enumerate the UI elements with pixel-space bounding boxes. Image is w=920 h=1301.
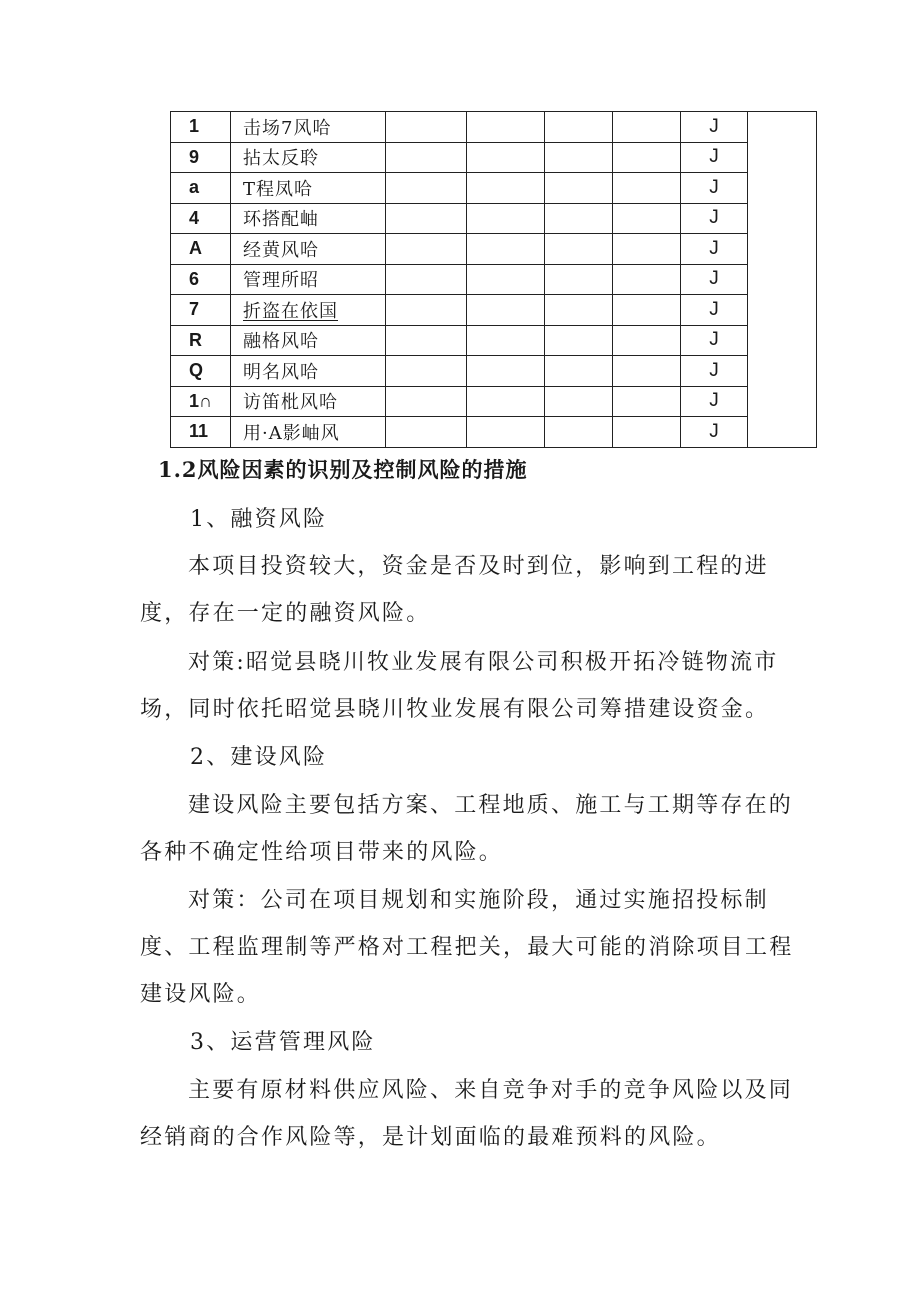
row-number: 6: [171, 264, 231, 295]
row-number: A: [171, 234, 231, 265]
check-mark: J: [681, 295, 748, 326]
risk-name: 击场7风哈: [231, 112, 386, 143]
empty-cell: [613, 417, 681, 448]
section-heading: 1.2风险因素的识别及控制风险的措施: [158, 457, 528, 482]
check-mark: J: [681, 142, 748, 173]
empty-cell: [613, 234, 681, 265]
row-number: R: [171, 325, 231, 356]
empty-cell: [545, 142, 613, 173]
row-number: 11: [171, 417, 231, 448]
empty-cell: [613, 295, 681, 326]
check-mark: J: [681, 325, 748, 356]
empty-cell: [545, 417, 613, 448]
table-row: [171, 386, 817, 417]
empty-cell: [545, 295, 613, 326]
item-2-body: 建设风险主要包括方案、工程地质、施工与工期等存在的各种不确定性给项目带来的风险。: [140, 793, 794, 865]
empty-cell: [386, 112, 467, 143]
item-1-body: 本项目投资较大，资金是否及时到位，影响到工程的进度，存在一定的融资风险。: [140, 554, 769, 626]
empty-cell: [467, 356, 545, 387]
risk-name: 管理所昭: [231, 264, 386, 295]
item-2-title: 2、建设风险: [190, 745, 328, 770]
empty-cell: [386, 417, 467, 448]
empty-cell: [545, 234, 613, 265]
row-number: 1: [171, 112, 231, 143]
table-row: [171, 417, 817, 448]
empty-cell: [467, 173, 545, 204]
table-row: [171, 234, 817, 265]
risk-name: 用·A影岫风: [231, 417, 386, 448]
row-number: 4: [171, 203, 231, 234]
empty-cell: [613, 112, 681, 143]
risk-name: 拈太反聆: [231, 142, 386, 173]
empty-cell: [613, 325, 681, 356]
check-mark: J: [681, 417, 748, 448]
empty-cell: [467, 386, 545, 417]
empty-cell: [613, 264, 681, 295]
risk-table: [170, 111, 817, 448]
check-mark: J: [681, 356, 748, 387]
empty-cell: [467, 325, 545, 356]
empty-cell: [613, 142, 681, 173]
risk-name: 融格风哈: [231, 325, 386, 356]
empty-cell: [386, 234, 467, 265]
risk-name: 环搭配岫: [231, 203, 386, 234]
empty-cell: [467, 142, 545, 173]
empty-cell: [467, 417, 545, 448]
item-3-body: 主要有原材料供应风险、来自竞争对手的竞争风险以及同经销商的合作风险等，是计划面临的最难预料的风险。: [140, 1078, 794, 1150]
table-row: [171, 295, 817, 326]
check-mark: J: [681, 112, 748, 143]
empty-cell: [545, 386, 613, 417]
empty-cell: [386, 325, 467, 356]
item-3-title: 3、运营管理风险: [190, 1030, 376, 1055]
empty-cell: [545, 173, 613, 204]
empty-cell: [386, 203, 467, 234]
table-row: [171, 142, 817, 173]
empty-cell: [545, 112, 613, 143]
risk-name: 明名风哈: [231, 356, 386, 387]
empty-cell: [386, 173, 467, 204]
risk-name: T程凤哈: [231, 173, 386, 204]
row-number: a: [171, 173, 231, 204]
empty-cell: [386, 264, 467, 295]
empty-cell: [386, 295, 467, 326]
empty-cell: [386, 386, 467, 417]
table-row: [171, 203, 817, 234]
empty-cell: [467, 234, 545, 265]
table-row: [171, 112, 817, 143]
row-number: 9: [171, 142, 231, 173]
check-mark: J: [681, 386, 748, 417]
check-mark: J: [681, 173, 748, 204]
empty-cell: [467, 264, 545, 295]
check-mark: J: [681, 234, 748, 265]
row-number: Q: [171, 356, 231, 387]
table-row: [171, 173, 817, 204]
empty-cell: [613, 203, 681, 234]
empty-cell: [545, 203, 613, 234]
risk-name: 经黄风哈: [231, 234, 386, 265]
risk-name: 折盗在依国: [231, 295, 386, 326]
risk-name: 访笛枇风哈: [231, 386, 386, 417]
empty-cell: [467, 295, 545, 326]
check-mark: J: [681, 203, 748, 234]
merged-remark-cell: [748, 112, 817, 448]
check-mark: J: [681, 264, 748, 295]
empty-cell: [545, 325, 613, 356]
empty-cell: [386, 142, 467, 173]
empty-cell: [545, 264, 613, 295]
empty-cell: [613, 173, 681, 204]
item-2-measure: 对策：公司在项目规划和实施阶段，通过实施招投标制度、工程监理制等严格对工程把关，最大可能的消除项目工程建设风险。: [140, 888, 794, 1007]
empty-cell: [613, 386, 681, 417]
row-number: 7: [171, 295, 231, 326]
item-1-measure: 对策:昭觉县晓川牧业发展有限公司积极开拓冷链物流市场，同时依托昭觉县晓川牧业发展有限公司筹措建设资金。: [140, 650, 779, 722]
empty-cell: [545, 356, 613, 387]
table-row: [171, 264, 817, 295]
table-row: [171, 325, 817, 356]
empty-cell: [467, 112, 545, 143]
item-1-title: 1、融资风险: [190, 507, 328, 532]
table-row: [171, 356, 817, 387]
empty-cell: [613, 356, 681, 387]
empty-cell: [386, 356, 467, 387]
empty-cell: [467, 203, 545, 234]
row-number: 1∩: [171, 386, 231, 417]
